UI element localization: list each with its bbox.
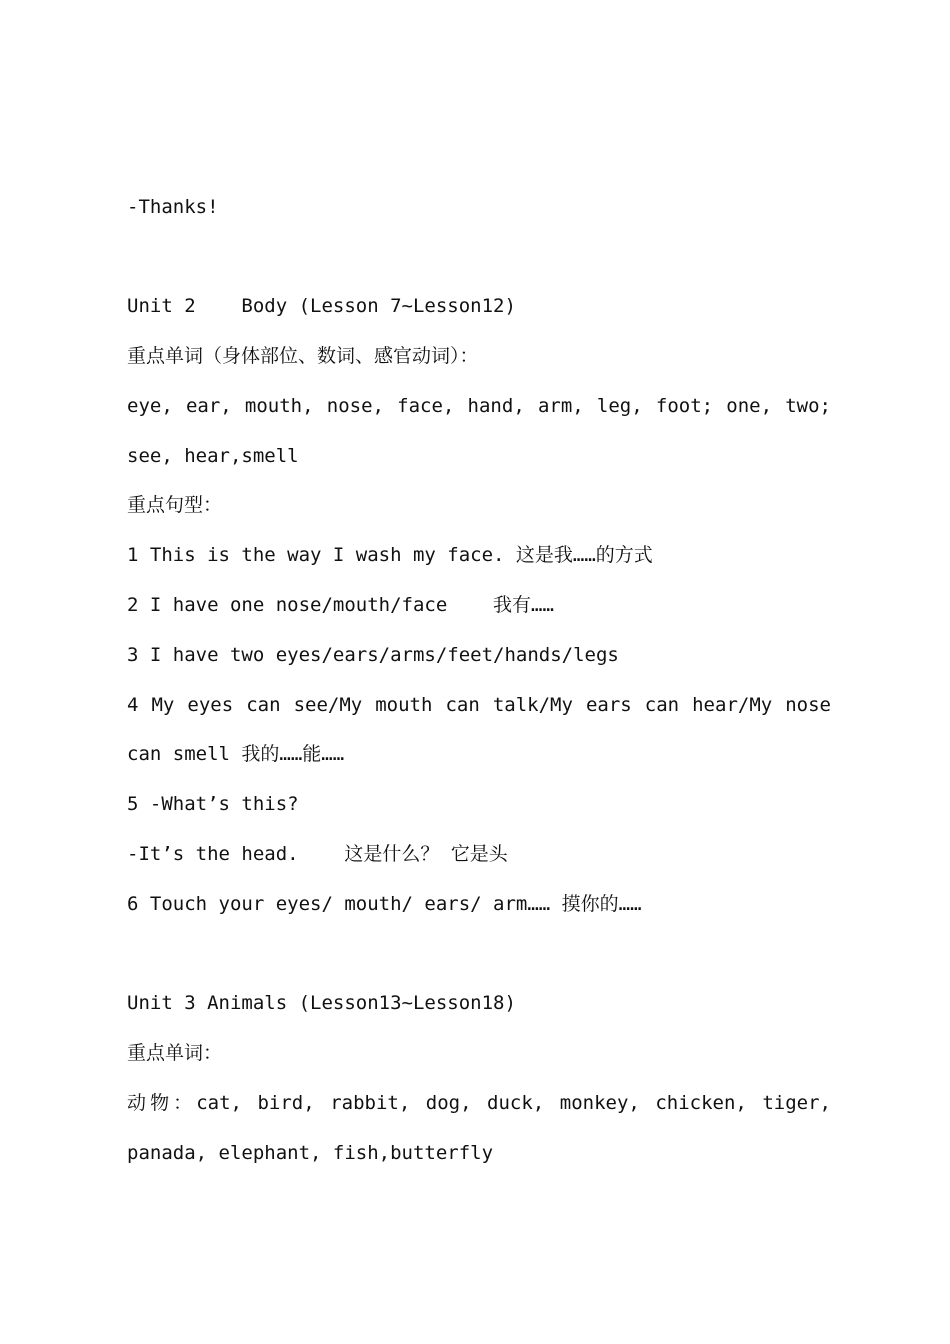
unit2-pattern3: 3 I have two eyes/ears/arms/feet/hands/legs	[127, 644, 619, 666]
unit2-pattern6: 6 Touch your eyes/ mouth/ ears/ arm…… 摸你的……	[127, 893, 642, 915]
unit2-pattern1: 1 This is the way I wash my face. 这是我……的方式	[127, 544, 653, 566]
unit2-heading: Unit 2 Body (Lesson 7~Lesson12)	[127, 295, 516, 317]
unit3-vocab-title: 重点单词：	[127, 1042, 223, 1064]
unit2-pattern4-line1: 4 My eyes can see/My mouth can talk/My ears can hear/My nose	[127, 694, 831, 716]
unit2-pattern5-question: 5 -What’s this?	[127, 793, 299, 815]
unit2-vocab-title: 重点单词（身体部位、数词、感官动词）：	[127, 345, 479, 367]
unit3-vocab-line1: 动物：cat, bird, rabbit, dog, duck, monkey, chicken, tiger,	[127, 1092, 831, 1114]
unit2-pattern4-line2: can smell 我的……能……	[127, 743, 345, 765]
unit2-pattern5-answer: -It’s the head. 这是什么？ 它是头	[127, 843, 508, 865]
unit2-vocab-line1: eye, ear, mouth, nose, face, hand, arm, leg, foot; one, two;	[127, 395, 831, 417]
unit2-patterns-title: 重点句型：	[127, 494, 223, 516]
unit3-heading: Unit 3 Animals (Lesson13~Lesson18)	[127, 992, 516, 1014]
unit2-vocab-line2: see, hear,smell	[127, 445, 299, 467]
thanks-line: -Thanks!	[127, 196, 219, 218]
unit3-vocab-line2: panada, elephant, fish,butterfly	[127, 1142, 494, 1164]
unit2-pattern2: 2 I have one nose/mouth/face 我有……	[127, 594, 554, 616]
